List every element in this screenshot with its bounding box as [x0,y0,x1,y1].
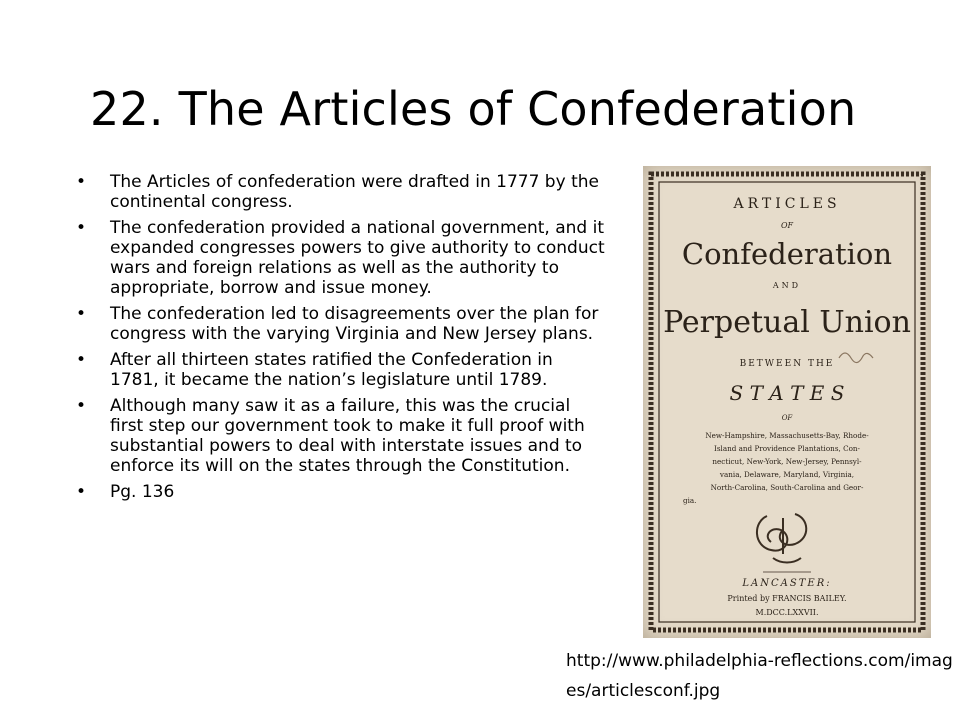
doc-states-line: necticut, New-York, New-Jersey, Pennsyl- [712,457,862,466]
articles-document-image [643,166,931,638]
bullet-icon: • [76,350,87,370]
bullet-item [76,396,606,476]
bullet-item [76,482,606,502]
doc-line-and: AND [772,281,802,290]
bullet-icon: • [76,396,87,416]
bullet-text: After all thirteen states ratified the Confederation in 1781, it became the nation’s legislature until 1789. [110,350,553,390]
image-source-url: http://www.philadelphia-reflections.com/images/articlesconf.jpg [566,651,953,701]
bullet-text: The confederation led to disagreements over the plan for congress with the varying Virginia and New Jersey plans. [110,304,599,344]
signature-mark [839,353,873,363]
bullet-text: Although many saw it as a failure, this was the crucial first step our government took to make it full proof with substantial powers to deal with interstate issues and to enforce its will on the states through the Constitution. [110,396,585,476]
slide-title: 22. The Articles of Confederation [90,81,857,136]
doc-states-line: gia. [683,496,697,505]
doc-states-line: New-Hampshire, Massachusetts-Bay, Rhode- [705,431,869,440]
doc-line-states: S T A T E S [729,381,845,405]
doc-year: M.DCC.LXXVII. [755,608,819,617]
doc-line-articles: ARTICLES [733,196,841,212]
bullet-text: The Articles of confederation were drafted in 1777 by the continental congress. [110,172,599,212]
doc-line-confederation: Confederation [681,237,893,271]
bullet-icon: • [76,482,87,502]
monogram-emblem [757,514,806,563]
bullet-text: Pg. 136 [110,482,175,502]
doc-line-perpetual-union: Perpetual Union [663,305,911,340]
doc-place: LANCASTER: [742,578,832,589]
bullet-item [76,304,606,344]
bullet-list [76,172,606,508]
doc-states-line: vania, Delaware, Maryland, Virginia, [719,470,855,479]
bullet-item [76,218,606,298]
bullet-icon: • [76,304,87,324]
bullet-text: The confederation provided a national government, and it expanded congresses powers to give authority to conduct wars and foreign relations as well as the authority to appropriate, borrow and issue money. [110,218,605,298]
doc-printer: Printed by FRANCIS BAILEY. [727,594,847,603]
doc-line-of-2: OF [781,414,793,422]
doc-line-between: BETWEEN THE [739,359,835,369]
doc-states-line: North-Carolina, South-Carolina and Geor- [710,483,864,492]
bullet-icon: • [76,218,87,238]
doc-states-line: Island and Providence Plantations, Con- [714,444,860,453]
bullet-icon: • [76,172,87,192]
bullet-item [76,172,606,212]
doc-line-of: OF [780,221,794,230]
bullet-item [76,350,606,390]
